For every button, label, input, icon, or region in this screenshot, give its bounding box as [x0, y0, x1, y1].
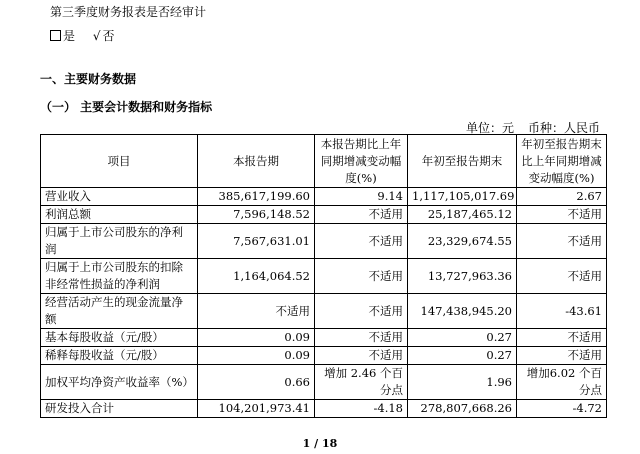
table-row [41, 259, 607, 294]
table-row [41, 206, 607, 224]
unit-label: 单位：元 [465, 121, 514, 135]
value-cell: 147,438,945.20 [408, 294, 517, 329]
value-cell: 104,201,973.41 [198, 400, 315, 418]
check-mark-icon: √ [92, 29, 101, 43]
audit-options [50, 27, 115, 44]
subsection-heading: （一） 主要会计数据和财务指标 [40, 100, 213, 114]
row-label-cell: 归属于上市公司股东的扣除非经常性损益的净利润 [41, 259, 198, 294]
value-cell: 不适用 [517, 224, 607, 259]
row-label-cell: 加权平均净资产收益率（%） [41, 365, 198, 400]
value-cell: 1.96 [408, 365, 517, 400]
row-label-cell: 稀释每股收益（元/股） [41, 347, 198, 365]
value-cell: 2.67 [517, 188, 607, 206]
option-no-label: 否 [102, 29, 115, 43]
value-cell: 不适用 [315, 206, 408, 224]
value-cell: 0.27 [408, 329, 517, 347]
header-current-change: 本报告期比上年同期增减变动幅度(%) [315, 135, 408, 188]
value-cell: 0.09 [198, 329, 315, 347]
header-ytd: 年初至报告期末 [408, 135, 517, 188]
value-cell: 不适用 [315, 259, 408, 294]
value-cell: 不适用 [517, 347, 607, 365]
table-row [41, 365, 607, 400]
currency-label: 币种：人民币 [527, 121, 600, 135]
row-label-cell: 研发投入合计 [41, 400, 198, 418]
value-cell: 不适用 [198, 294, 315, 329]
table-row [41, 347, 607, 365]
table-row [41, 224, 607, 259]
value-cell: 0.66 [198, 365, 315, 400]
value-cell: 不适用 [315, 294, 408, 329]
row-label-cell: 经营活动产生的现金流量净额 [41, 294, 198, 329]
option-yes-label: 是 [63, 29, 76, 43]
page-number: 1 / 18 [302, 437, 338, 450]
row-label-cell: 利润总额 [41, 206, 198, 224]
value-cell: 增加 2.46 个百分点 [315, 365, 408, 400]
value-cell: 13,727,963.36 [408, 259, 517, 294]
value-cell: -43.61 [517, 294, 607, 329]
value-cell: 不适用 [517, 329, 607, 347]
header-current-period: 本报告期 [198, 135, 315, 188]
checkbox-yes[interactable] [50, 30, 61, 41]
header-ytd-change: 年初至报告期末比上年同期增减变动幅度(%) [517, 135, 607, 188]
value-cell: 23,329,674.55 [408, 224, 517, 259]
value-cell: 385,617,199.60 [198, 188, 315, 206]
value-cell: 1,164,064.52 [198, 259, 315, 294]
table-row [41, 400, 607, 418]
value-cell: 不适用 [315, 329, 408, 347]
section-heading: 一、主要财务数据 [40, 72, 137, 86]
value-cell: 1,117,105,017.69 [408, 188, 517, 206]
value-cell: 增加6.02 个百分点 [517, 365, 607, 400]
audit-question: 第三季度财务报表是否经审计 [50, 5, 207, 19]
value-cell: 0.27 [408, 347, 517, 365]
table-header-row [41, 135, 607, 188]
value-cell: 278,807,668.26 [408, 400, 517, 418]
row-label-cell: 归属于上市公司股东的净利润 [41, 224, 198, 259]
value-cell: 不适用 [315, 224, 408, 259]
table-row [41, 188, 607, 206]
value-cell: 9.14 [315, 188, 408, 206]
value-cell: 7,567,631.01 [198, 224, 315, 259]
financial-data-table [40, 134, 607, 418]
row-label-cell: 基本每股收益（元/股） [41, 329, 198, 347]
value-cell: 7,596,148.52 [198, 206, 315, 224]
value-cell: 0.09 [198, 347, 315, 365]
value-cell: 不适用 [517, 206, 607, 224]
value-cell: 25,187,465.12 [408, 206, 517, 224]
value-cell: 不适用 [517, 259, 607, 294]
row-label-cell: 营业收入 [41, 188, 198, 206]
value-cell: 不适用 [315, 347, 408, 365]
table-row [41, 294, 607, 329]
value-cell: -4.18 [315, 400, 408, 418]
header-item: 项目 [41, 135, 198, 188]
value-cell: -4.72 [517, 400, 607, 418]
table-row [41, 329, 607, 347]
